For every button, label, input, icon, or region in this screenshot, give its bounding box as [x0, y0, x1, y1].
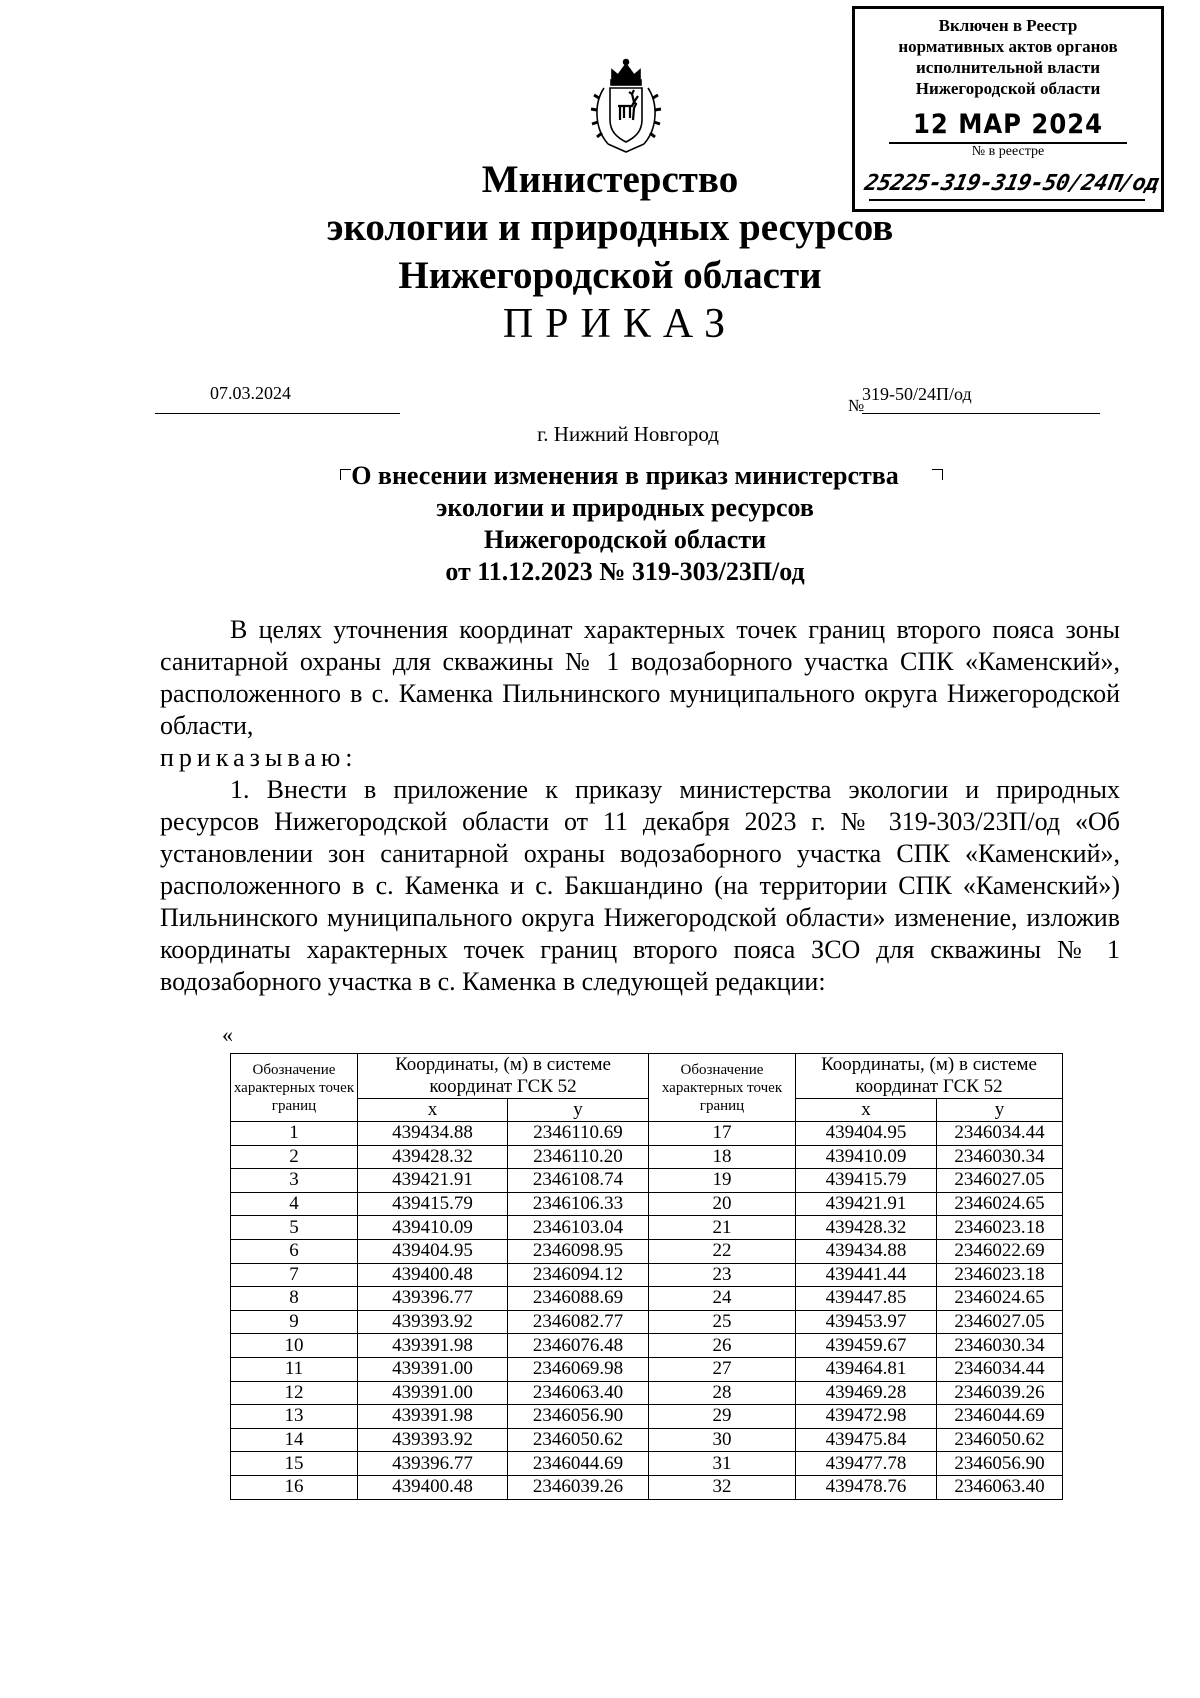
table-row — [231, 1475, 1063, 1499]
cell-point-right: 30 — [649, 1428, 796, 1452]
cell-point-left: 13 — [231, 1405, 358, 1429]
order-date: 07.03.2024 — [210, 383, 291, 403]
cell-y-left: 2346094.12 — [508, 1263, 649, 1287]
cell-point-right: 31 — [649, 1452, 796, 1476]
cell-x-right: 439475.84 — [796, 1428, 937, 1452]
cell-x-right: 439421.91 — [796, 1192, 937, 1216]
cell-point-left: 5 — [231, 1216, 358, 1240]
coat-of-arms-icon — [586, 58, 666, 156]
cell-point-left: 16 — [231, 1475, 358, 1499]
ministry-line: экологии и природных ресурсов — [326, 206, 894, 249]
cell-y-left: 2346044.69 — [508, 1452, 649, 1476]
cell-y-left: 2346076.48 — [508, 1334, 649, 1358]
cell-point-right: 18 — [649, 1145, 796, 1169]
cell-y-left: 2346088.69 — [508, 1287, 649, 1311]
cell-x-left: 439404.95 — [358, 1239, 508, 1263]
cell-x-left: 439393.92 — [358, 1428, 508, 1452]
cell-x-right: 439447.85 — [796, 1287, 937, 1311]
cell-point-left: 10 — [231, 1334, 358, 1358]
cell-point-left: 3 — [231, 1169, 358, 1193]
table-row — [231, 1287, 1063, 1311]
table-row — [231, 1310, 1063, 1334]
order-number: 319-50/24П/од — [862, 384, 972, 404]
cell-x-right: 439404.95 — [796, 1122, 937, 1146]
cell-x-right: 439428.32 — [796, 1216, 937, 1240]
cell-x-right: 439434.88 — [796, 1239, 937, 1263]
ministry-line: Нижегородской области — [398, 254, 822, 297]
cell-y-right: 2346063.40 — [937, 1475, 1063, 1499]
cell-x-right: 439410.09 — [796, 1145, 937, 1169]
table-row — [231, 1145, 1063, 1169]
x-header: x — [796, 1099, 937, 1122]
cell-x-right: 439464.81 — [796, 1357, 937, 1381]
city: г. Нижний Новгород — [537, 422, 719, 446]
coord-header-left: Координаты, (м) в системе координат ГСК 52 — [358, 1054, 649, 1099]
point-header-right: Обозначение характерных точек границ — [649, 1054, 796, 1122]
cell-y-left: 2346110.20 — [508, 1145, 649, 1169]
cell-point-left: 6 — [231, 1239, 358, 1263]
cell-point-left: 7 — [231, 1263, 358, 1287]
stamp-line: нормативных актов органов — [898, 37, 1118, 56]
cell-y-right: 2346039.26 — [937, 1381, 1063, 1405]
table-row — [231, 1334, 1063, 1358]
cell-y-left: 2346106.33 — [508, 1192, 649, 1216]
cell-point-left: 9 — [231, 1310, 358, 1334]
title-line: О внесении изменения в приказ министерства — [351, 461, 899, 490]
cell-point-right: 29 — [649, 1405, 796, 1429]
table-row — [231, 1263, 1063, 1287]
cell-y-right: 2346027.05 — [937, 1169, 1063, 1193]
cell-x-right: 439472.98 — [796, 1405, 937, 1429]
order-title — [25, 460, 1200, 588]
cell-y-left: 2346063.40 — [508, 1381, 649, 1405]
stamp-reg-label: № в реестре — [971, 144, 1045, 159]
cell-point-right: 28 — [649, 1381, 796, 1405]
cell-y-right: 2346027.05 — [937, 1310, 1063, 1334]
cell-point-right: 25 — [649, 1310, 796, 1334]
table-row — [231, 1239, 1063, 1263]
cell-y-left: 2346050.62 — [508, 1428, 649, 1452]
cell-point-right: 32 — [649, 1475, 796, 1499]
cell-point-right: 23 — [649, 1263, 796, 1287]
stamp-line: Включен в Реестр — [938, 16, 1078, 35]
cell-y-right: 2346034.44 — [937, 1357, 1063, 1381]
cell-x-left: 439400.48 — [358, 1263, 508, 1287]
cell-x-left: 439391.00 — [358, 1357, 508, 1381]
title-line: от 11.12.2023 № 319-303/23П/од — [445, 557, 805, 586]
cell-point-right: 21 — [649, 1216, 796, 1240]
cell-y-right: 2346024.65 — [937, 1192, 1063, 1216]
number-sign: № — [848, 396, 865, 415]
x-header: x — [358, 1099, 508, 1122]
cell-x-right: 439453.97 — [796, 1310, 937, 1334]
cell-point-right: 20 — [649, 1192, 796, 1216]
table-row — [231, 1216, 1063, 1240]
cell-y-right: 2346044.69 — [937, 1405, 1063, 1429]
cell-x-right: 439478.76 — [796, 1475, 937, 1499]
stamp-line: Нижегородской области — [915, 79, 1101, 98]
cell-x-right: 439469.28 — [796, 1381, 937, 1405]
cell-x-right: 439459.67 — [796, 1334, 937, 1358]
cell-x-left: 439400.48 — [358, 1475, 508, 1499]
cell-x-left: 439428.32 — [358, 1145, 508, 1169]
stamp-line: исполнительной власти — [916, 58, 1100, 77]
cell-y-right: 2346056.90 — [937, 1452, 1063, 1476]
cell-y-left: 2346098.95 — [508, 1239, 649, 1263]
stamp-reg-number: 25225-319-319-50/24П/од — [862, 171, 1161, 196]
y-header: y — [508, 1099, 649, 1122]
item-1-paragraph: 1. Внести в приложение к приказу министерства экологии и природных ресурсов Нижегородской области от 11 декабря 2023 г. № 319-303/23П/од «Об установлении зон санитарной охраны водозаборного участка СПК «Каменский», расположенного в с. Каменка и с. Бакшандино (на территории СПК «Каменский») Пильнинского муниципального округа Нижегородской области» изменение, изложив координаты характерных точек границ второго пояса ЗСО для скважины № 1 водозаборного участка в с. Каменка в следующей редакции: — [160, 775, 1120, 996]
cell-x-left: 439391.98 — [358, 1405, 508, 1429]
table-row — [231, 1452, 1063, 1476]
cell-point-right: 26 — [649, 1334, 796, 1358]
cell-x-left: 439410.09 — [358, 1216, 508, 1240]
table-open-quote: « — [222, 1022, 233, 1047]
stamp-date: 12 MAP 2024 — [912, 109, 1104, 140]
cell-point-right: 19 — [649, 1169, 796, 1193]
cell-y-left: 2346069.98 — [508, 1357, 649, 1381]
cell-point-right: 24 — [649, 1287, 796, 1311]
cell-x-left: 439434.88 — [358, 1122, 508, 1146]
cell-point-right: 27 — [649, 1357, 796, 1381]
ministry-line: Министерство — [481, 158, 739, 201]
cell-point-left: 11 — [231, 1357, 358, 1381]
cell-y-left: 2346108.74 — [508, 1169, 649, 1193]
title-line: экологии и природных ресурсов — [436, 493, 814, 522]
cell-x-right: 439441.44 — [796, 1263, 937, 1287]
coordinates-table — [230, 1053, 1063, 1500]
cell-y-right: 2346023.18 — [937, 1216, 1063, 1240]
date-underline — [155, 413, 400, 414]
title-line: Нижегородской области — [483, 525, 767, 554]
cell-y-right: 2346023.18 — [937, 1263, 1063, 1287]
cell-point-left: 8 — [231, 1287, 358, 1311]
cell-x-right: 439477.78 — [796, 1452, 937, 1476]
cell-x-right: 439415.79 — [796, 1169, 937, 1193]
cell-x-left: 439391.98 — [358, 1334, 508, 1358]
table-row — [231, 1169, 1063, 1193]
cell-point-left: 4 — [231, 1192, 358, 1216]
ministry-name — [10, 156, 1200, 300]
cell-y-right: 2346022.69 — [937, 1239, 1063, 1263]
order-word: приказываю: — [160, 743, 358, 772]
cell-x-left: 439396.77 — [358, 1287, 508, 1311]
table-row — [231, 1192, 1063, 1216]
cell-y-right: 2346030.34 — [937, 1334, 1063, 1358]
cell-point-right: 22 — [649, 1239, 796, 1263]
cell-y-left: 2346039.26 — [508, 1475, 649, 1499]
y-header: y — [937, 1099, 1063, 1122]
table-row — [231, 1122, 1063, 1146]
order-body — [160, 614, 1120, 998]
cell-y-left: 2346103.04 — [508, 1216, 649, 1240]
cell-x-left: 439415.79 — [358, 1192, 508, 1216]
cell-y-right: 2346024.65 — [937, 1287, 1063, 1311]
cell-point-right: 17 — [649, 1122, 796, 1146]
table-row — [231, 1405, 1063, 1429]
cell-x-left: 439393.92 — [358, 1310, 508, 1334]
cell-point-left: 2 — [231, 1145, 358, 1169]
cell-point-left: 12 — [231, 1381, 358, 1405]
cell-point-left: 15 — [231, 1452, 358, 1476]
cell-x-left: 439421.91 — [358, 1169, 508, 1193]
table-row — [231, 1357, 1063, 1381]
cell-x-left: 439396.77 — [358, 1452, 508, 1476]
coord-header-right: Координаты, (м) в системе координат ГСК 52 — [796, 1054, 1063, 1099]
cell-y-right: 2346050.62 — [937, 1428, 1063, 1452]
cell-point-left: 1 — [231, 1122, 358, 1146]
cell-y-left: 2346110.69 — [508, 1122, 649, 1146]
cell-y-right: 2346030.34 — [937, 1145, 1063, 1169]
table-row — [231, 1381, 1063, 1405]
number-underline — [862, 413, 1100, 414]
cell-y-left: 2346082.77 — [508, 1310, 649, 1334]
cell-x-left: 439391.00 — [358, 1381, 508, 1405]
document-type: ПРИКАЗ — [502, 301, 738, 347]
point-header-left: Обозначение характерных точек границ — [231, 1054, 358, 1122]
cell-point-left: 14 — [231, 1428, 358, 1452]
cell-y-right: 2346034.44 — [937, 1122, 1063, 1146]
intro-paragraph: В целях уточнения координат характерных точек границ второго пояса зоны санитарной охраны для скважины № 1 водозаборного участка СПК «Каменский», расположенного в с. Каменка Пильнинского муниципального округа Нижегородской области, — [160, 615, 1120, 740]
cell-y-left: 2346056.90 — [508, 1405, 649, 1429]
table-row — [231, 1428, 1063, 1452]
